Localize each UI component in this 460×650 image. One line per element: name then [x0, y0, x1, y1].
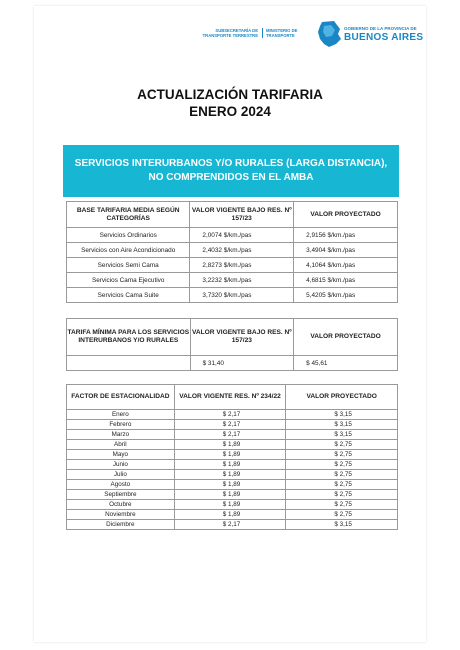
projected-value-cell: $ 3,15	[286, 520, 398, 530]
month-cell: Julio	[67, 470, 175, 480]
current-value-cell: 2,0074 $/km./pas	[190, 228, 294, 243]
projected-value-cell: $ 2,75	[286, 490, 398, 500]
month-cell: Marzo	[67, 430, 175, 440]
base-tariff-table	[66, 201, 398, 303]
current-value-cell: $ 2,17	[174, 420, 286, 430]
current-value-cell: $ 2,17	[174, 410, 286, 420]
table-row	[67, 450, 398, 460]
month-cell: Abril	[67, 440, 175, 450]
table-row	[67, 440, 398, 450]
table-row	[67, 410, 398, 420]
projected-value-cell: $ 2,75	[286, 480, 398, 490]
table-row	[67, 288, 398, 303]
projected-value-cell: 2,9156 $/km./pas	[294, 228, 398, 243]
gov-big-label: BUENOS AIRES	[344, 32, 424, 43]
col-header: VALOR VIGENTE BAJO RES. Nº 157/23	[190, 319, 294, 356]
projected-value-cell: $ 45,61	[294, 356, 398, 371]
current-value-cell: 2,4032 $/km./pas	[190, 243, 294, 258]
seasonality-table	[66, 384, 398, 530]
table-row	[67, 460, 398, 470]
subsecretaria-label: SUBSECRETARÍA DE TRANSPORTE TERRESTRE	[202, 28, 258, 38]
table-header-row	[67, 202, 398, 228]
projected-value-cell: $ 2,75	[286, 450, 398, 460]
col-header: VALOR VIGENTE BAJO RES. Nº 157/23	[190, 202, 294, 228]
table-header-row	[67, 385, 398, 410]
col-header: VALOR VIGENTE RES. Nº 234/22	[174, 385, 286, 410]
projected-value-cell: $ 2,75	[286, 500, 398, 510]
projected-value-cell: 4,6815 $/km./pas	[294, 273, 398, 288]
col-header: TARIFA MÍNIMA PARA LOS SERVICIOS INTERURBANOS Y/O RURALES	[67, 319, 191, 356]
current-value-cell: 2,8273 $/km./pas	[190, 258, 294, 273]
col-header: VALOR PROYECTADO	[294, 319, 398, 356]
month-cell: Febrero	[67, 420, 175, 430]
projected-value-cell: $ 3,15	[286, 430, 398, 440]
current-value-cell: $ 2,17	[174, 520, 286, 530]
current-value-cell: 3,7320 $/km./pas	[190, 288, 294, 303]
table-row	[67, 520, 398, 530]
projected-value-cell: $ 2,75	[286, 440, 398, 450]
category-cell: Servicios con Aire Acondicionado	[67, 243, 190, 258]
minimum-fare-table	[66, 318, 398, 371]
table-row	[67, 258, 398, 273]
table-row	[67, 510, 398, 520]
category-cell: Servicios Semi Cama	[67, 258, 190, 273]
month-cell: Octubre	[67, 500, 175, 510]
title-line-1: ACTUALIZACIÓN TARIFARIA	[137, 87, 323, 102]
table-row	[67, 243, 398, 258]
projected-value-cell: $ 2,75	[286, 510, 398, 520]
province-map-icon	[316, 20, 342, 48]
current-value-cell: 3,2232 $/km./pas	[190, 273, 294, 288]
page-title	[34, 86, 426, 120]
header-logos	[190, 24, 424, 50]
table-row	[67, 356, 398, 371]
col-header: BASE TARIFARIA MEDIA SEGÚN CATEGORÍAS	[67, 202, 190, 228]
category-cell: Servicios Cama Suite	[67, 288, 190, 303]
category-cell: Servicios Cama Ejecutivo	[67, 273, 190, 288]
current-value-cell: $ 31,40	[190, 356, 294, 371]
projected-value-cell: 5,4205 $/km./pas	[294, 288, 398, 303]
gov-small-label: GOBIERNO DE LA PROVINCIA DE	[344, 26, 417, 31]
month-cell: Septiembre	[67, 490, 175, 500]
projected-value-cell: $ 2,75	[286, 470, 398, 480]
current-value-cell: $ 1,89	[174, 510, 286, 520]
current-value-cell: $ 2,17	[174, 430, 286, 440]
current-value-cell: $ 1,89	[174, 460, 286, 470]
projected-value-cell: 3,4904 $/km./pas	[294, 243, 398, 258]
month-cell: Enero	[67, 410, 175, 420]
banner-text: SERVICIOS INTERURBANOS Y/O RURALES (LARGA DISTANCIA), NO COMPRENDIDOS EN EL AMBA	[74, 158, 388, 183]
current-value-cell: $ 1,89	[174, 450, 286, 460]
projected-value-cell: $ 2,75	[286, 460, 398, 470]
month-cell: Junio	[67, 460, 175, 470]
title-line-2: ENERO 2024	[189, 104, 271, 119]
table-row	[67, 480, 398, 490]
projected-value-cell: $ 3,15	[286, 410, 398, 420]
service-banner	[63, 145, 399, 197]
table-header-row	[67, 319, 398, 356]
current-value-cell: $ 1,89	[174, 500, 286, 510]
empty-cell	[67, 356, 191, 371]
current-value-cell: $ 1,89	[174, 490, 286, 500]
current-value-cell: $ 1,89	[174, 480, 286, 490]
table-row	[67, 470, 398, 480]
document-page	[34, 6, 426, 642]
table-row	[67, 500, 398, 510]
col-header: VALOR PROYECTADO	[294, 202, 398, 228]
table-row	[67, 490, 398, 500]
category-cell: Servicios Ordinarios	[67, 228, 190, 243]
projected-value-cell: $ 3,15	[286, 420, 398, 430]
table-row	[67, 420, 398, 430]
current-value-cell: $ 1,89	[174, 440, 286, 450]
projected-value-cell: 4,1064 $/km./pas	[294, 258, 398, 273]
month-cell: Mayo	[67, 450, 175, 460]
table-row	[67, 273, 398, 288]
current-value-cell: $ 1,89	[174, 470, 286, 480]
col-header: FACTOR DE ESTACIONALIDAD	[67, 385, 175, 410]
table-row	[67, 430, 398, 440]
table-row	[67, 228, 398, 243]
month-cell: Agosto	[67, 480, 175, 490]
month-cell: Diciembre	[67, 520, 175, 530]
ministerio-label: MINISTERIO DE TRANSPORTE	[262, 28, 314, 38]
col-header: VALOR PROYECTADO	[286, 385, 398, 410]
month-cell: Noviembre	[67, 510, 175, 520]
